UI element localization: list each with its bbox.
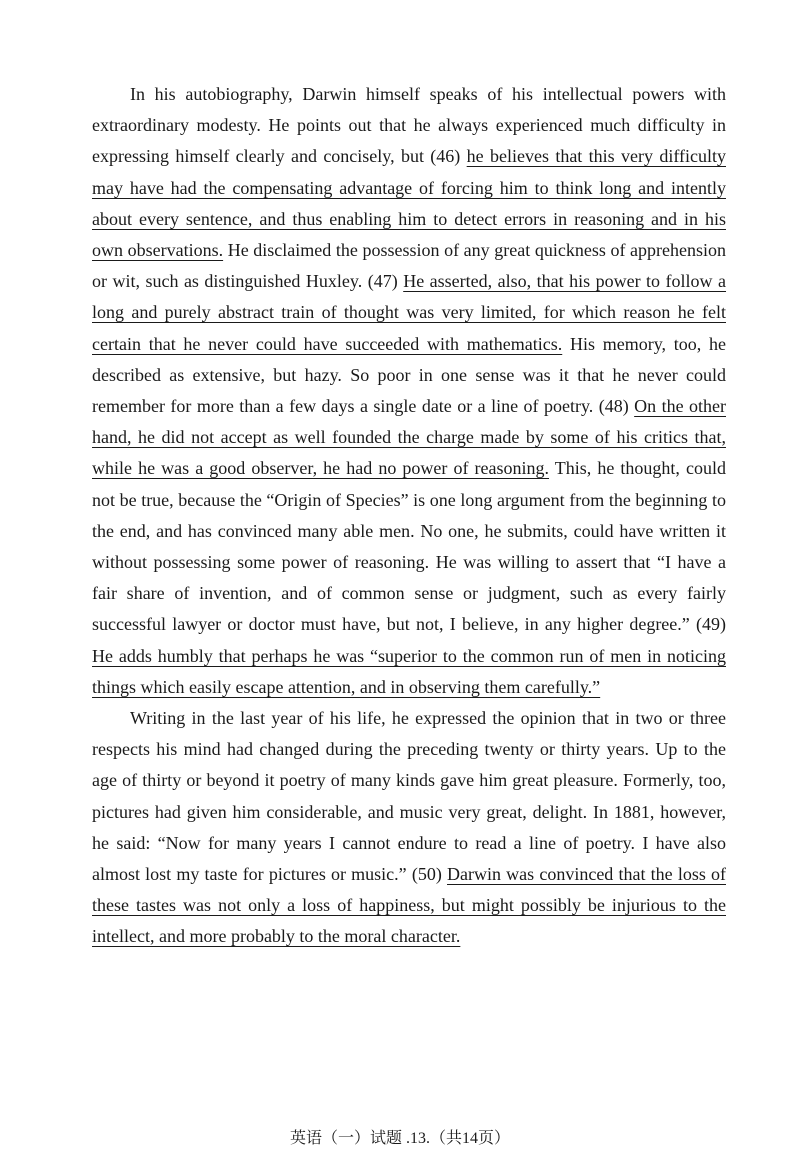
- underlined-sentence-46: he believes that this very difficulty may have had the compensating advantage of forcing him to think long and intently about every sentence, and thus enabling him to detect errors in reasoning and in his own observations.: [92, 146, 726, 261]
- text-segment: His memory, too, he described as extensive, but hazy. So poor in one sense was it that he never could remember for more than a few days a single date or a line of poetry. (48): [92, 333, 727, 417]
- page-footer: 英语（一）试题 .13.（共14页）: [289, 1130, 510, 1147]
- text-segment: This, he thought, could not be true, because the “Origin of Species” is one long argument from the beginning to the end, and has convinced many able men. No one, he submits, could have written it without possessing some power of reasoning. He was willing to assert that “I have a fair share of invention, and of common sense or judgment, such as every fairly successful lawyer or doctor must have, but not, I believe, in any higher degree.” (49): [92, 458, 726, 635]
- text-segment: Writing in the last year of his life, he expressed the opinion that in two or three respects his mind had changed during the preceding twenty or thirty years. Up to the age of thirty or beyond it poetry of many kinds gave him great pleasure. Formerly, too, pictures had given him considerable, and music very great, delight. In 1881, however, he said: “Now for many years I cannot endure to read a line of poetry. I have also almost lost my taste for pictures or music.” (50): [92, 708, 726, 885]
- paragraph-2: [92, 703, 726, 953]
- underlined-sentence-47: He asserted, also, that his power to follow a long and purely abstract train of thought was very limited, for which reason he felt certain that he never could have succeeded with mathematics.: [92, 271, 727, 354]
- paragraph-1: [92, 79, 726, 703]
- text-segment: In his autobiography, Darwin himself speaks of his intellectual powers with extraordinary modesty. He points out that he always experienced much difficulty in expressing himself clearly and concisely, but (46): [92, 84, 726, 167]
- underlined-sentence-49: He adds humbly that perhaps he was “superior to the common run of men in noticing things which easily escape attention, and in observing them carefully.”: [92, 645, 726, 697]
- text-segment: He disclaimed the possession of any great quickness of apprehension or wit, such as distinguished Huxley. (47): [92, 240, 727, 292]
- underlined-sentence-48: On the other hand, he did not accept as well founded the charge made by some of his critics that, while he was a good observer, he had no power of reasoning.: [92, 396, 726, 479]
- reading-passage: [92, 79, 726, 953]
- underlined-sentence-50: Darwin was convinced that the loss of these tastes was not only a loss of happiness, but might possibly be injurious to the intellect, and more probably to the moral character.: [92, 864, 726, 947]
